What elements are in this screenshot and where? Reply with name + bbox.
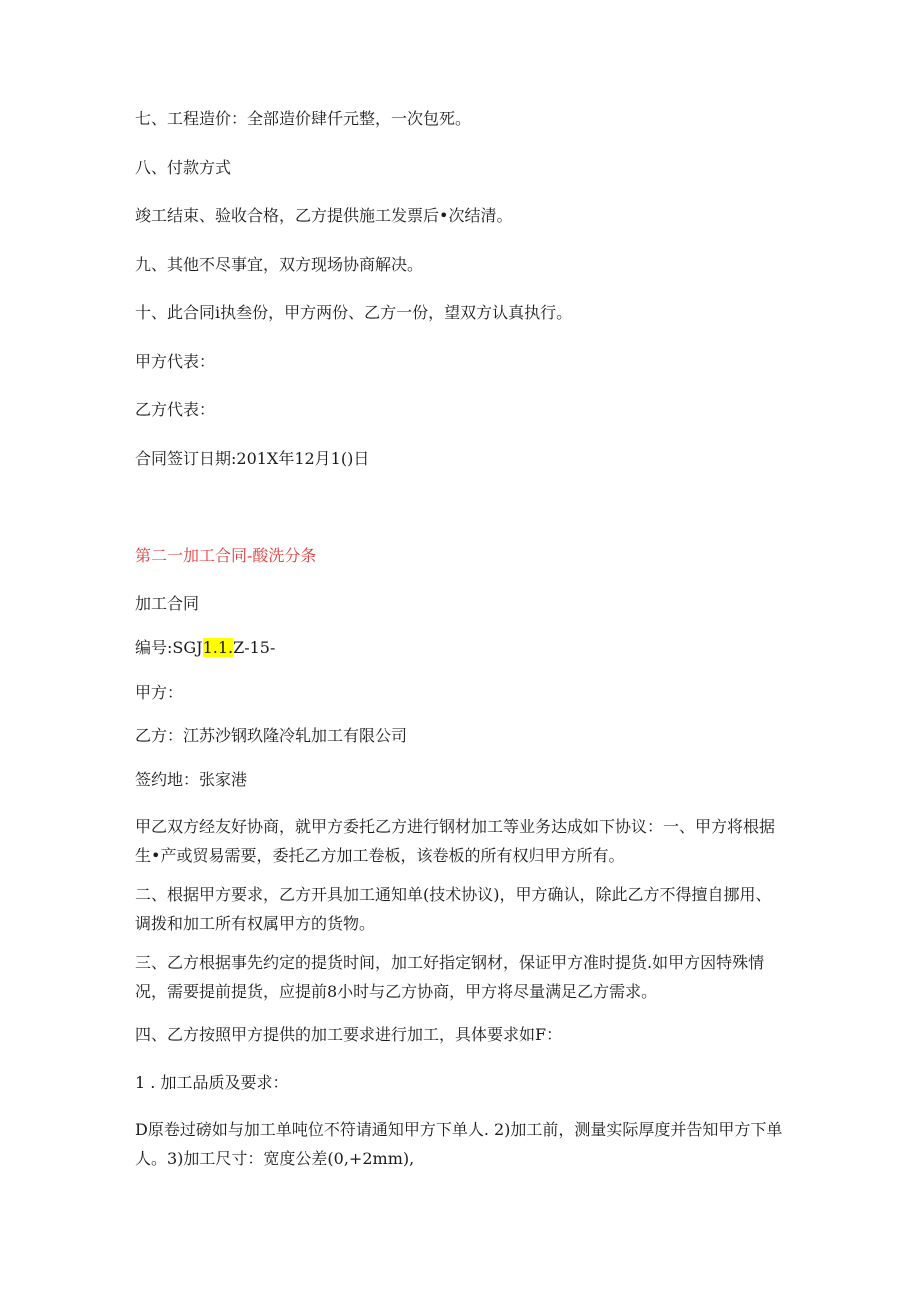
clause-9: 九、其他不尽事宜，双方现场协商解决。: [135, 255, 424, 274]
signing-date: 合同签订日期:201X年12月1()日: [135, 449, 370, 468]
party-b: 乙方：江苏沙钢玖隆冷轧加工有限公司: [135, 726, 408, 745]
contract-number: [135, 633, 785, 662]
contract-number-prefix: 编号:SGJ: [135, 638, 203, 657]
section-heading: 第二一加工合同-酸洗分条: [135, 546, 317, 565]
item-1: 1 . 加工品质及要求：: [135, 1073, 289, 1092]
contract-number-highlight: 1.1.: [202, 638, 234, 657]
clause-7: 七、工程造价：全部造价肆仟元整，一次包死。: [135, 109, 472, 128]
signing-place: 签约地：张家港: [135, 770, 248, 789]
contract-number-suffix: Z-15-: [233, 638, 276, 657]
paragraph-3: 三、乙方根据事先约定的提货时间，加工好指定钢材，保证甲方准时提货.如甲方因特殊情况，需要提前提货，应提前8小时与乙方协商，甲方将尽量满足乙方需求。: [135, 953, 765, 1001]
party-b-representative: 乙方代表：: [135, 400, 216, 419]
clause-8-body: 竣工结束、验收合格，乙方提供施工发票后•次结清。: [135, 206, 513, 225]
paragraph-2: 二、根据甲方要求，乙方开具加工通知单(技术协议)，甲方确认，除此乙方不得擅自挪用、调拨和加工所有权属甲方的货物。: [135, 885, 772, 933]
clause-8-title: 八、付款方式: [135, 158, 232, 177]
contract-title: 加工合同: [135, 594, 200, 613]
party-a-representative: 甲方代表：: [135, 352, 216, 371]
item-1-details: D原卷过磅如与加工单吨位不符请通知甲方下单人. 2)加工前，测量实际厚度并告知甲方下单人。3)加工尺寸：宽度公差(0,+2mm),: [135, 1120, 783, 1168]
party-a: 甲方：: [135, 683, 184, 702]
clause-10: 十、此合同i执叁份，甲方两份、乙方一份，望双方认真执行。: [135, 303, 573, 322]
paragraph-intro: 甲乙双方经友好协商，就甲方委托乙方进行钢材加工等业务达成如下协议：一、甲方将根据生•产或贸易需要，委托乙方加工卷板，该卷板的所有权归甲方所有。: [135, 817, 776, 865]
paragraph-4: 四、乙方按照甲方提供的加工要求进行加工，具体要求如F：: [135, 1025, 563, 1044]
